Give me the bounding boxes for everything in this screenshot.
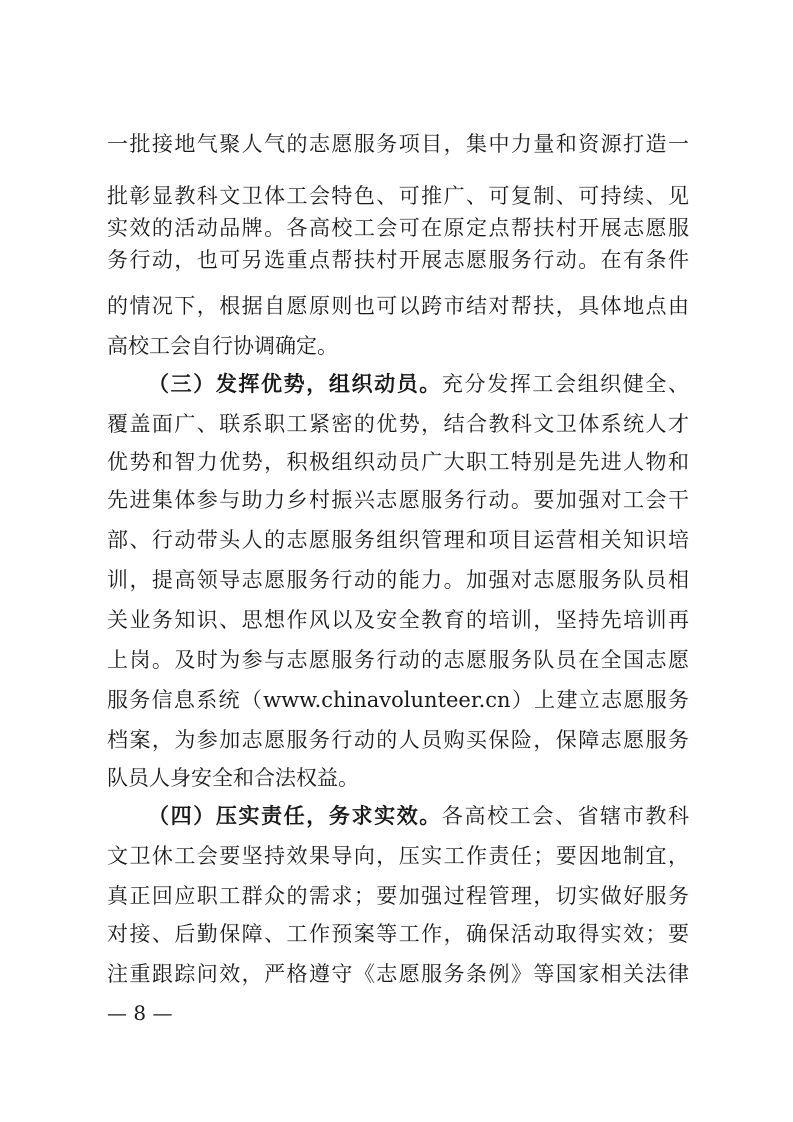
text-line: 注重跟踪问效，严格遵守《志愿服务条例》等国家相关法律 bbox=[107, 962, 689, 986]
text-line: 的情况下，根据自愿原则也可以跨市结对帮扶，具体地点由 bbox=[107, 294, 689, 318]
text-line: 真正回应职工群众的需求；要加强过程管理，切实做好服务 bbox=[107, 884, 689, 908]
section-first-line bbox=[148, 368, 689, 400]
section-heading: （三）发挥优势，组织动员。 bbox=[148, 371, 442, 396]
section-heading: （四）压实责任，务求实效。 bbox=[148, 803, 442, 828]
text-line: 优势和智力优势，积极组织动员广大职工特别是先进人物和 bbox=[107, 450, 689, 474]
text-line: 训，提高领导志愿服务行动的能力。加强对志愿服务队员相 bbox=[107, 568, 689, 592]
text-line: 先进集体参与助力乡村振兴志愿服务行动。要加强对工会干 bbox=[107, 488, 689, 512]
text-line: 覆盖面广、联系职工紧密的优势，结合教科文卫体系统人才 bbox=[107, 412, 689, 436]
text-line: 文卫休工会要坚持效果导向，压实工作责任；要因地制宜， bbox=[107, 844, 689, 868]
text-line: 部、行动带头人的志愿服务组织管理和项目运营相关知识培 bbox=[107, 528, 689, 552]
text-line: 对接、后勤保障、工作预案等工作，确保活动取得实效；要 bbox=[107, 922, 689, 946]
text-line: 务行动，也可另选重点帮扶村开展志愿服务行动。在有条件 bbox=[107, 248, 689, 272]
page-number: — 8 — bbox=[107, 1001, 173, 1025]
section-first-line bbox=[148, 800, 689, 832]
text-line: 一批接地气聚人气的志愿服务项目，集中力量和资源打造一 bbox=[107, 132, 689, 156]
text-line: 队员人身安全和合法权益。 bbox=[107, 766, 359, 790]
text-run: 各高校工会、省辖市教科 bbox=[441, 804, 690, 828]
text-line: 批彰显教科文卫体工会特色、可推广、可复制、可持续、见 bbox=[107, 184, 689, 208]
text-line: 实效的活动品牌。各高校工会可在原定点帮扶村开展志愿服 bbox=[107, 216, 689, 240]
text-run: 充分发挥工会组织健全、 bbox=[441, 372, 690, 396]
text-line: 高校工会自行协调确定。 bbox=[107, 334, 338, 358]
text-line: 上岗。及时为参与志愿服务行动的志愿服务队员在全国志愿 bbox=[107, 648, 689, 672]
text-line: 档案，为参加志愿服务行动的人员购买保险，保障志愿服务 bbox=[107, 728, 689, 752]
text-line: 服务信息系统（www.chinavolunteer.cn）上建立志愿服务 bbox=[107, 688, 689, 712]
text-line: 关业务知识、思想作风以及安全教育的培训，坚持先培训再 bbox=[107, 608, 689, 632]
